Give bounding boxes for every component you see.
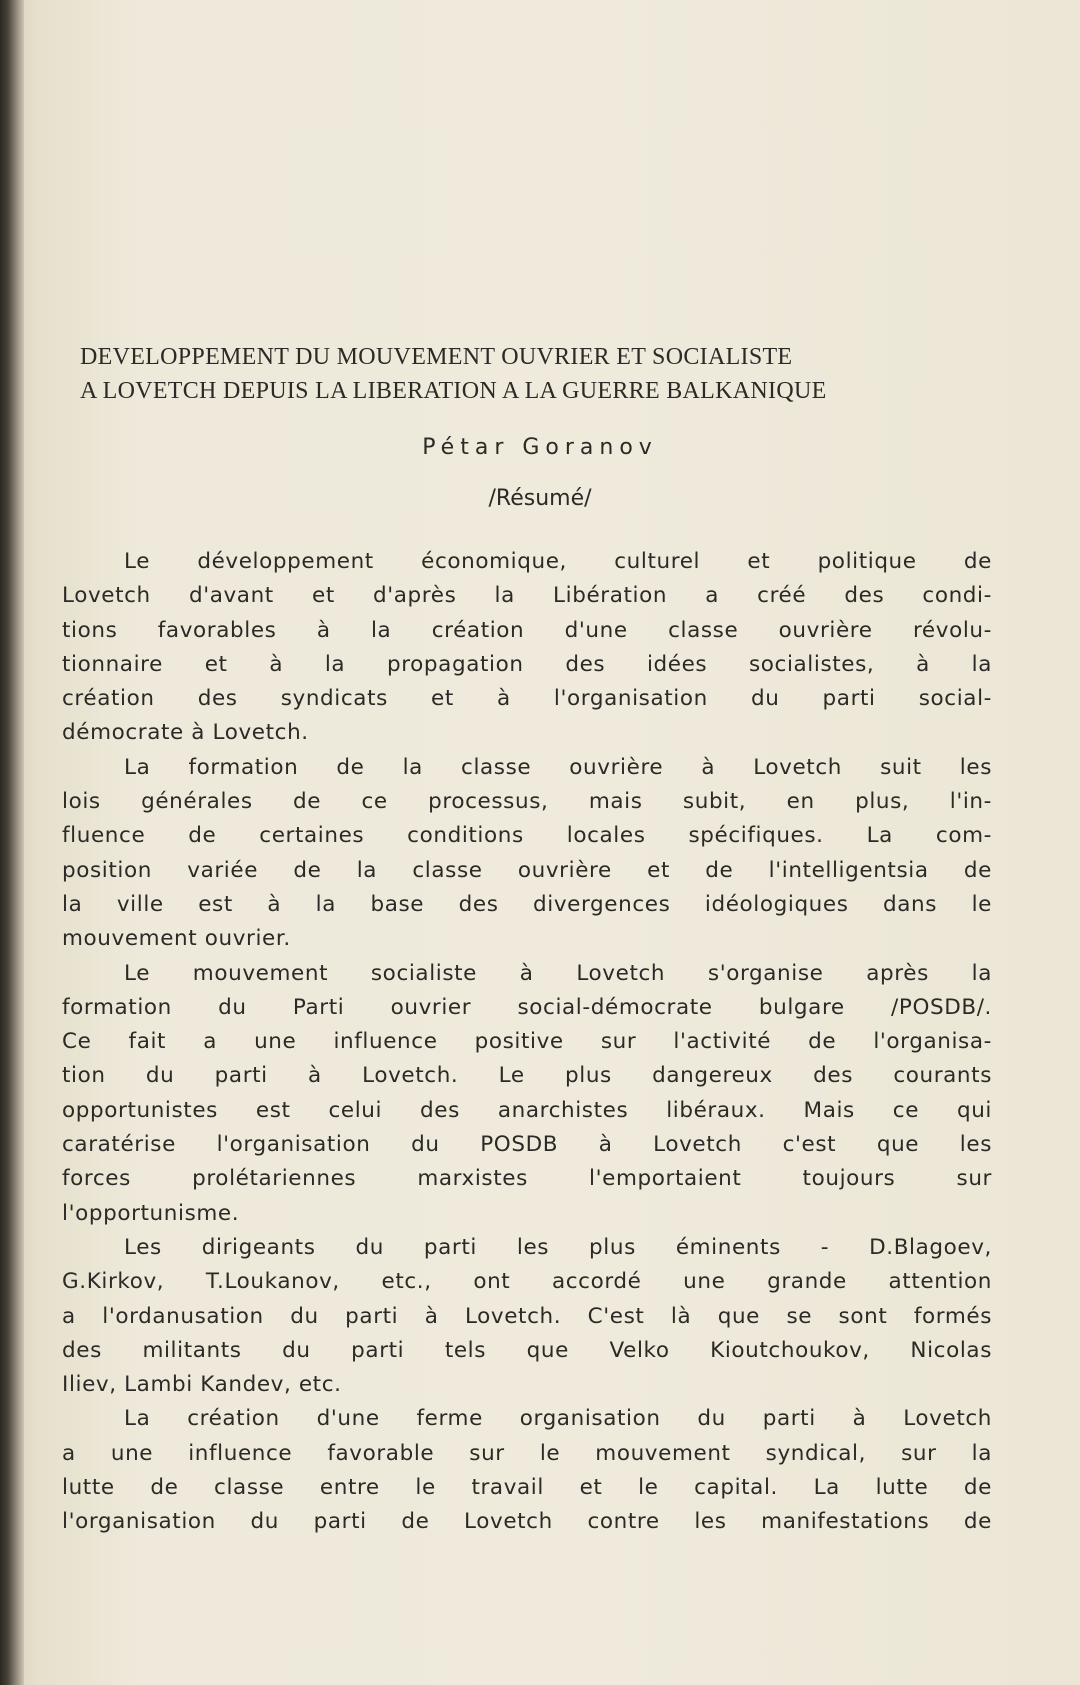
body-line: la ville est à la base des divergences idéologiques dans le [62,891,992,917]
title-line-2: A LOVETCH DEPUIS LA LIBERATION A LA GUERRE BALKANIQUE [80,378,827,404]
body-line: a l'ordanusation du parti à Lovetch. C'est là que se sont formés [62,1303,992,1329]
title-line-1: DEVELOPPEMENT DU MOUVEMENT OUVRIER ET SOCIALISTE [80,344,793,370]
body-line: lois générales de ce processus, mais subit, en plus, l'in- [62,789,992,815]
author-name: Pétar Goranov [422,435,658,460]
body-line: Le mouvement socialiste à Lovetch s'organise après la [124,960,992,986]
body-line: La création d'une ferme organisation du parti à Lovetch [124,1406,992,1432]
body-line: Ce fait a une influence positive sur l'activité de l'organisa- [62,1029,992,1055]
article-body [62,545,992,1540]
body-line: forces prolétariennes marxistes l'emportaient toujours sur [62,1166,992,1192]
body-line: mouvement ouvrier. [62,926,291,952]
book-binding-edge [0,0,24,1685]
body-line: G.Kirkov, T.Loukanov, etc., ont accordé une grande attention [62,1269,992,1295]
article-title [80,340,1020,408]
body-line: l'opportunisme. [62,1200,240,1226]
body-line: l'organisation du parti de Lovetch contre les manifestations de [62,1509,992,1535]
body-line: Les dirigeants du parti les plus éminents - D.Blagoev, [124,1234,992,1260]
body-line: formation du Parti ouvrier social-démocrate bulgare /POSDB/. [62,994,992,1020]
body-line: La formation de la classe ouvrière à Lovetch suit les [124,754,992,780]
body-line: Lovetch d'avant et d'après la Libération a créé des condi- [62,583,992,609]
body-line: a une influence favorable sur le mouvement syndical, sur la [62,1440,992,1466]
resume-label: /Résumé/ [488,486,592,511]
body-line: fluence de certaines conditions locales spécifiques. La com- [62,823,992,849]
body-line: opportunistes est celui des anarchistes libéraux. Mais ce qui [62,1097,992,1123]
body-line: création des syndicats et à l'organisation du parti social- [62,686,992,712]
body-line: position variée de la classe ouvrière et de l'intelligentsia de [62,857,992,883]
body-line: démocrate à Lovetch. [62,720,309,746]
body-line: Iliev, Lambi Kandev, etc. [62,1372,342,1398]
body-line: tionnaire et à la propagation des idées socialistes, à la [62,651,992,677]
body-line: caratérise l'organisation du POSDB à Lovetch c'est que les [62,1132,992,1158]
body-line: lutte de classe entre le travail et le capital. La lutte de [62,1475,992,1501]
body-line: Le développement économique, culturel et politique de [124,549,992,574]
body-line: des militants du parti tels que Velko Kioutchoukov, Nicolas [62,1337,992,1363]
body-line: tions favorables à la création d'une classe ouvrière révolu- [62,617,992,643]
body-line: tion du parti à Lovetch. Le plus dangereux des courants [62,1063,992,1089]
